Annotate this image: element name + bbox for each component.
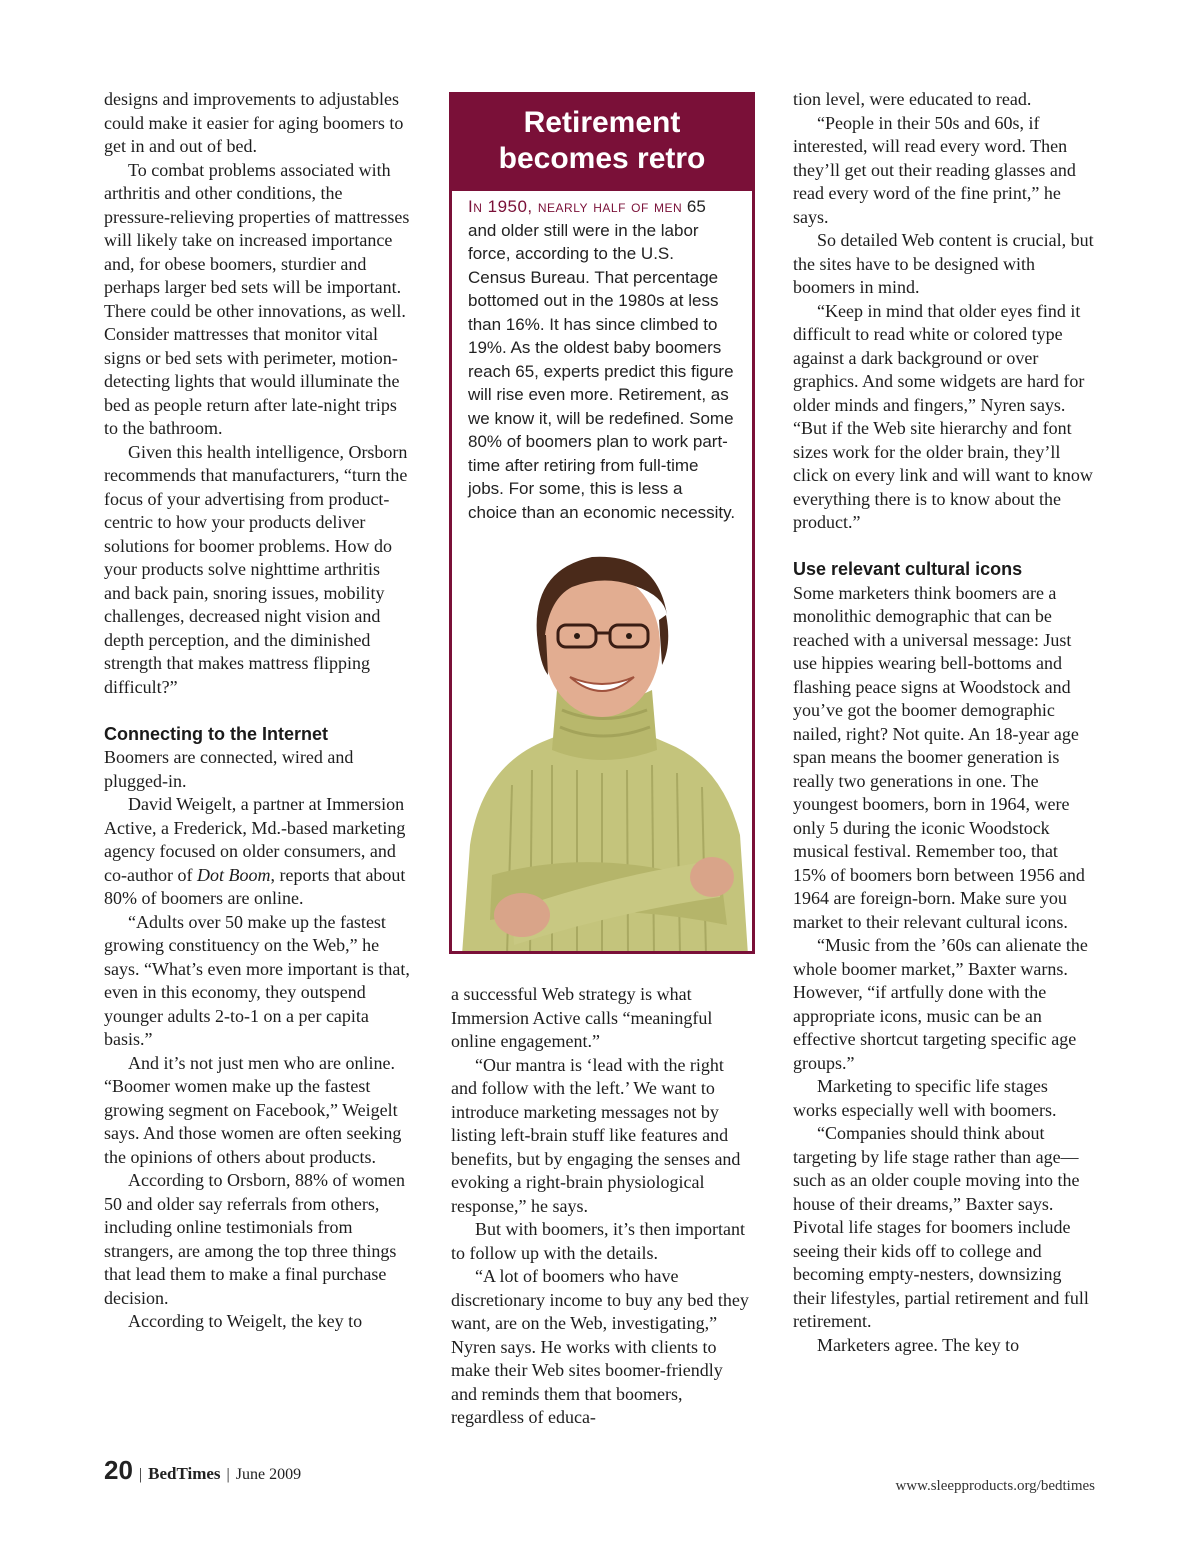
page-footer-folio: 20 | BedTimes | June 2009 [104,1455,302,1485]
sidebar-title: Retirement becomes retro [452,95,752,191]
article-column-1 [104,88,410,1334]
paragraph: Marketers agree. The key to [817,1334,1020,1355]
article-column-2 [451,983,753,1430]
paragraph: According to Orsborn, 88% of women 50 and older say referrals from others, including online testimonials from strangers, are among the top three things that lead them to make a final purchase decision. [104,1170,405,1308]
paragraph: So detailed Web content is crucial, but the sites have to be designed with boomers in mind. [793,230,1094,297]
article-column-3 [793,88,1095,1357]
footer-url[interactable]: www.sleepproducts.org/bedtimes [895,1478,1095,1494]
paragraph: “Companies should think about targeting by life stage rather than age—such as an older couple moving into the house of their dreams,” Baxter says. Pivotal life stages for boomers include seeing their kids off to college and becoming empty-nesters, downsizing their lifestyles, partial retirement and full retirement. [793,1123,1089,1331]
paragraph: And it’s not just men who are online. “Boomer women make up the fastest growing segment on Facebook,” Weigelt says. And those women are often seeking the opinions of others about products. [104,1052,402,1167]
woman-portrait-photo [452,515,752,954]
paragraph: Some marketers think boomers are a monolithic demographic that can be reached with a universal message: Just use hippies wearing bell-bottoms and flashing peace signs at Woodstock and you’ve got the boomer demographic nailed, right? Not quite. An 18-year age span means the boomer generation is really two generations in one. The youngest boomers, born in 1964, were only 5 during the iconic Woodstock musical festival. Remember too, that 15% of boomers born between 1956 and 1964 are foreign-born. Make sure you market to their relevant cultural icons. [793,582,1085,932]
paragraph: David Weigelt, a partner at Immersion Active, a Frederick, Md.-based marketing agency focused on older consumers, and co-author of Dot Boom, reports that about 80% of boomers are online. [104,794,406,908]
paragraph: “People in their 50s and 60s, if interested, will read every word. Then they’ll get out their reading glasses and read every word of the fine print,” he says. [793,112,1076,227]
section-heading-internet: Connecting to the Internet [104,723,328,744]
paragraph: “Adults over 50 make up the fastest growing constituency on the Web,” he says. “What’s even more important is that, even in this economy, they outspend younger adults 2-to-1 on a per capita basis.” [104,911,410,1049]
issue-date: June 2009 [235,1466,302,1483]
paragraph: To combat problems associated with arthritis and other conditions, the pressure-relieving properties of mattresses will likely take on increased importance and, for obese boomers, sturdier and perhaps larger bed sets will be important. There could be other innovations, as well. Consider mattresses that monitor vital signs or bed sets with perimeter, motion-detecting lights that would illuminate the bed as people return after late-night trips to the bathroom. [104,159,410,438]
paragraph: designs and improvements to adjustables could make it easier for aging boomers to get in and out of bed. [104,89,404,156]
paragraph: According to Weigelt, the key to [128,1311,363,1331]
paragraph: Boomers are connected, wired and plugged-in. [104,747,354,791]
sidebar-lead-in: In 1950, nearly half of men [468,197,683,216]
sidebar-box [449,92,755,954]
page-number: 20 [104,1455,133,1485]
paragraph: a successful Web strategy is what Immersion Active calls “meaningful online engagement.” [451,984,713,1051]
paragraph: Marketing to specific life stages works especially well with boomers. [793,1076,1057,1120]
paragraph: “Music from the ’60s can alienate the whole boomer market,” Baxter warns. However, “if artfully done with the appropriate icons, music can be an effective shortcut targeting specific age groups.” [793,935,1088,1073]
paragraph: tion level, were educated to read. [793,89,1032,109]
sidebar-body: In 1950, nearly half of men 65 and older still were in the labor force, according to the U.S. Census Bureau. That percentage bottomed out in the 1980s at less than 16%. It has since climbed to 19%. As the oldest baby boomers reach 65, experts predict this figure will rise even more. Retirement, as we know it, will be redefined. Some 80% of boomers plan to work part-time after retiring from full-time jobs. For some, this is less a choice than an economic necessity. [468,197,736,522]
book-title: Dot Boom [196,864,271,885]
paragraph: But with boomers, it’s then important to follow up with the details. [451,1219,745,1263]
paragraph: Given this health intelligence, Orsborn recommends that manufacturers, “turn the focus of your advertising from product-centric to how your products deliver solutions for boomer problems. How do your products solve nighttime arthritis and back pain, snoring issues, mobility challenges, decreased night vision and depth perception, and the diminished strength that makes mattress flipping difficult?” [104,441,408,697]
paragraph: “A lot of boomers who have discretionary income to buy any bed they want, are on the Web, investigating,” Nyren says. He works with clients to make their Web sites boomer-friendly and reminds them that boomers, regardless of educa- [451,1266,749,1427]
paragraph: “Our mantra is ‘lead with the right and follow with the left.’ We want to introduce marketing messages not by listing left-brain stuff like features and benefits, but by engaging the senses and evoking a right-brain physiological response,” he says. [451,1054,741,1216]
section-heading-cultural-icons: Use relevant cultural icons [793,559,1023,579]
magazine-name: BedTimes [148,1464,221,1483]
paragraph: “Keep in mind that older eyes find it difficult to read white or colored type against a dark background or over graphics. And some widgets are hard for older minds and fingers,” Nyren says. “But if the Web site hierarchy and font sizes work for the older brain, they’ll click on every link and will want to know everything there is to know about the product.” [793,300,1093,532]
